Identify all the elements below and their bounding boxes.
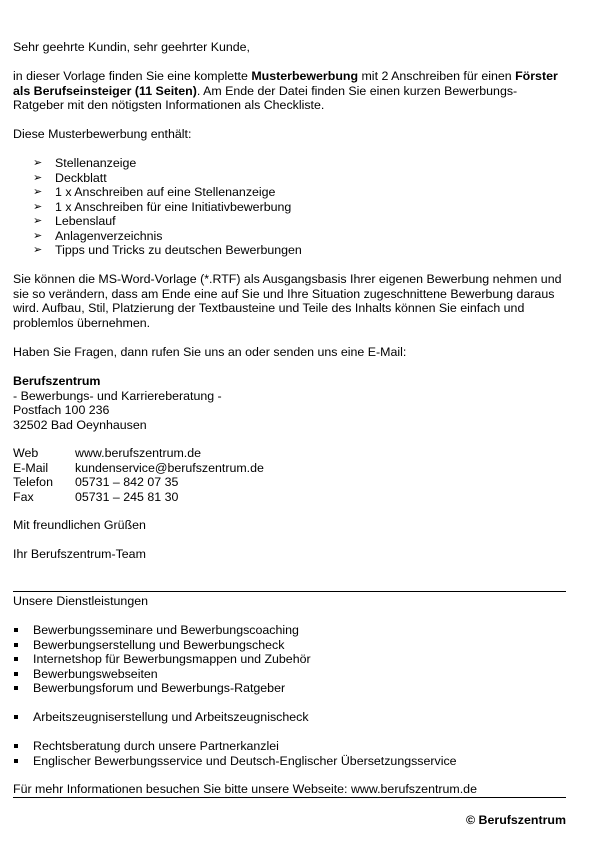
company-name: Berufszentrum — [13, 374, 101, 388]
contents-heading: Diese Musterbewerbung enthält: — [13, 127, 192, 141]
list-item — [13, 623, 567, 638]
arrow-bullet-icon: ➢ — [33, 157, 43, 169]
list-item-label: Bewerbungsforum und Bewerbungs-Ratgeber — [33, 681, 286, 695]
list-item — [13, 200, 567, 215]
list-item-label: Deckblatt — [55, 170, 107, 185]
list-item — [13, 710, 567, 725]
list-item — [13, 171, 567, 186]
square-bullet-icon — [14, 715, 18, 719]
signature: Ihr Berufszentrum-Team — [13, 547, 146, 561]
arrow-bullet-icon: ➢ — [33, 186, 43, 198]
arrow-bullet-icon: ➢ — [33, 244, 43, 256]
list-item-label: Arbeitszeugniserstellung und Arbeitszeugnischeck — [33, 710, 309, 724]
list-item-label: Bewerbungswebseiten — [33, 666, 158, 681]
greeting: Sehr geehrte Kundin, sehr geehrter Kunde, — [13, 40, 250, 54]
list-item — [13, 739, 567, 754]
contact-label-fax: Fax — [13, 489, 34, 504]
contact-table — [13, 446, 567, 504]
list-item — [13, 667, 567, 682]
services-list-2 — [13, 710, 567, 725]
services-heading: Unsere Dienstleistungen — [13, 594, 148, 608]
copyright: © Berufszentrum — [465, 813, 566, 827]
divider — [13, 797, 566, 798]
list-item-label: Englischer Bewerbungsservice und Deutsch-Englischer Übersetzungsservice — [33, 753, 457, 768]
fax-value: 05731 – 245 81 30 — [75, 489, 179, 504]
list-item-label: 1 x Anschreiben für eine Initiativbewerbung — [55, 199, 292, 214]
list-item-label: 1 x Anschreiben auf eine Stellenanzeige — [55, 185, 276, 199]
list-item — [13, 652, 567, 667]
square-bullet-icon — [14, 759, 18, 763]
list-item — [13, 214, 567, 229]
intro-text-1: in dieser Vorlage finden Sie eine komplette — [13, 69, 252, 83]
intro-bold-1: Musterbewerbung — [251, 69, 359, 83]
list-item-label: Lebenslauf — [55, 214, 116, 228]
intro-paragraph — [13, 69, 567, 113]
address-line: Postfach 100 236 — [13, 403, 110, 417]
contact-label-email: E-Mail — [13, 460, 49, 475]
list-item-label: Rechtsberatung durch unsere Partnerkanzlei — [33, 739, 279, 753]
services-list-1 — [13, 623, 567, 696]
list-item — [13, 229, 567, 244]
contents-list — [13, 156, 567, 258]
email-link[interactable]: kundenservice@berufszentrum.de — [75, 460, 264, 475]
closing: Mit freundlichen Grüßen — [13, 518, 146, 532]
list-item — [13, 185, 567, 200]
contact-label-web: Web — [13, 446, 39, 460]
arrow-bullet-icon: ➢ — [33, 171, 43, 184]
questions-line: Haben Sie Fragen, dann rufen Sie uns an oder senden uns eine E-Mail: — [13, 345, 407, 359]
list-item-label: Bewerbungserstellung und Bewerbungscheck — [33, 637, 285, 652]
contact-label-phone: Telefon — [13, 475, 53, 489]
intro-bold-2: Förster als Berufseinsteiger (11 Seiten) — [13, 69, 558, 98]
services-list-3 — [13, 739, 567, 768]
square-bullet-icon — [14, 643, 18, 647]
address-block — [13, 374, 567, 432]
usage-paragraph: Sie können die MS-Word-Vorlage (*.RTF) als Ausgangsbasis Ihrer eigenen Bewerbung nehmen und sie so verändern, dass am Ende eine auf Sie und Ihre Situation zugeschnittene Bewerbung daraus wird. Aufbau, Stil, Platzierung der Textbausteine und Teile des Inhalts können Sie einfach und problemlos übernehmen. — [13, 272, 562, 330]
intro-text-2: mit 2 Anschreiben für einen — [358, 69, 516, 83]
phone-value: 05731 – 842 07 35 — [75, 475, 179, 489]
list-item-label: Bewerbungsseminare und Bewerbungscoaching — [33, 623, 299, 637]
web-link[interactable]: www.berufszentrum.de — [75, 446, 202, 460]
intro-text-3: . Am Ende der Datei finden Sie einen kurzen Bewerbungs-Ratgeber mit den nötigsten Informationen als Checkliste. — [13, 83, 518, 112]
list-item — [13, 243, 567, 258]
list-item-label: Stellenanzeige — [55, 156, 137, 170]
square-bullet-icon — [14, 672, 18, 676]
address-line: 32502 Bad Oeynhausen — [13, 417, 147, 432]
list-item-label: Tipps und Tricks zu deutschen Bewerbungen — [55, 243, 302, 257]
list-item — [13, 681, 567, 696]
more-info-line: Für mehr Informationen besuchen Sie bitte unsere Webseite: www.berufszentrum.de — [13, 782, 477, 796]
divider — [13, 591, 566, 592]
square-bullet-icon — [14, 744, 18, 748]
arrow-bullet-icon: ➢ — [33, 229, 43, 242]
square-bullet-icon — [14, 628, 18, 632]
arrow-bullet-icon: ➢ — [33, 200, 43, 213]
list-item-label: Internetshop für Bewerbungsmappen und Zubehör — [33, 652, 311, 666]
square-bullet-icon — [14, 657, 18, 661]
square-bullet-icon — [14, 686, 18, 690]
arrow-bullet-icon: ➢ — [33, 215, 43, 227]
list-item-label: Anlagenverzeichnis — [55, 228, 163, 243]
address-line: - Bewerbungs- und Karriereberatung - — [13, 388, 222, 403]
list-item — [13, 638, 567, 653]
list-item — [13, 156, 567, 171]
list-item — [13, 754, 567, 769]
